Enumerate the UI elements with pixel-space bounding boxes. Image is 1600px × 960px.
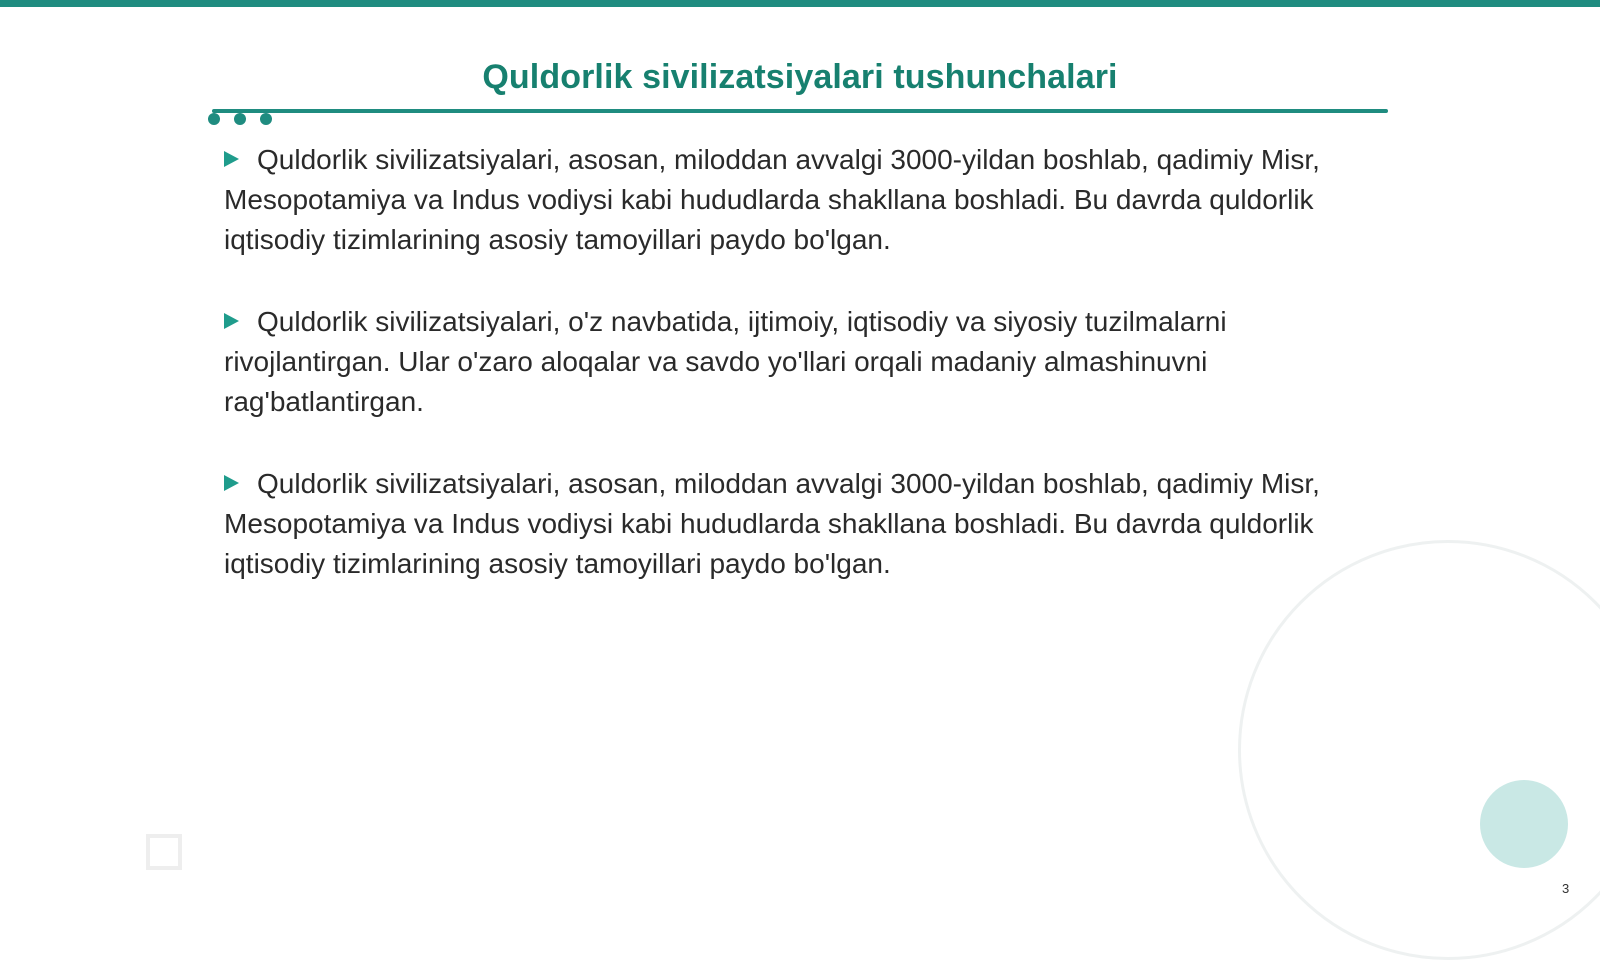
- decorative-square: [146, 834, 182, 870]
- paragraph-text: Quldorlik sivilizatsiyalari, o'z navbatida, ijtimoiy, iqtisodiy va siyosiy tuzilmalarni rivojlantirgan. Ular o'zaro aloqalar va savdo yo'llari orqali madaniy almashinuvni rag'batlantirgan.: [224, 306, 1227, 417]
- triangle-bullet-icon: [224, 475, 239, 491]
- bullet-paragraph: [224, 302, 1374, 422]
- bullet-paragraph: [224, 140, 1374, 260]
- decorative-dot: [260, 113, 272, 125]
- top-accent-bar: [0, 0, 1600, 7]
- decorative-dot: [208, 113, 220, 125]
- slide-body: [224, 140, 1374, 626]
- paragraph-text: Quldorlik sivilizatsiyalari, asosan, miloddan avvalgi 3000-yildan boshlab, qadimiy Misr, Mesopotamiya va Indus vodiysi kabi hududlarda shakllana boshladi. Bu davrda quldorlik iqtisodiy tizimlarining asosiy tamoyillari paydo bo'lgan.: [224, 144, 1320, 255]
- decorative-dot: [234, 113, 246, 125]
- slide-title: Quldorlik sivilizatsiyalari tushunchalari: [482, 58, 1118, 96]
- bullet-paragraph: [224, 464, 1374, 584]
- triangle-bullet-icon: [224, 313, 239, 329]
- page-number: 3: [1562, 881, 1570, 896]
- decorative-circle: [1480, 780, 1568, 868]
- triangle-bullet-icon: [224, 151, 239, 167]
- paragraph-text: Quldorlik sivilizatsiyalari, asosan, miloddan avvalgi 3000-yildan boshlab, qadimiy Misr, Mesopotamiya va Indus vodiysi kabi hududlarda shakllana boshladi. Bu davrda quldorlik iqtisodiy tizimlarining asosiy tamoyillari paydo bo'lgan.: [224, 468, 1320, 579]
- title-underline: [212, 109, 1388, 113]
